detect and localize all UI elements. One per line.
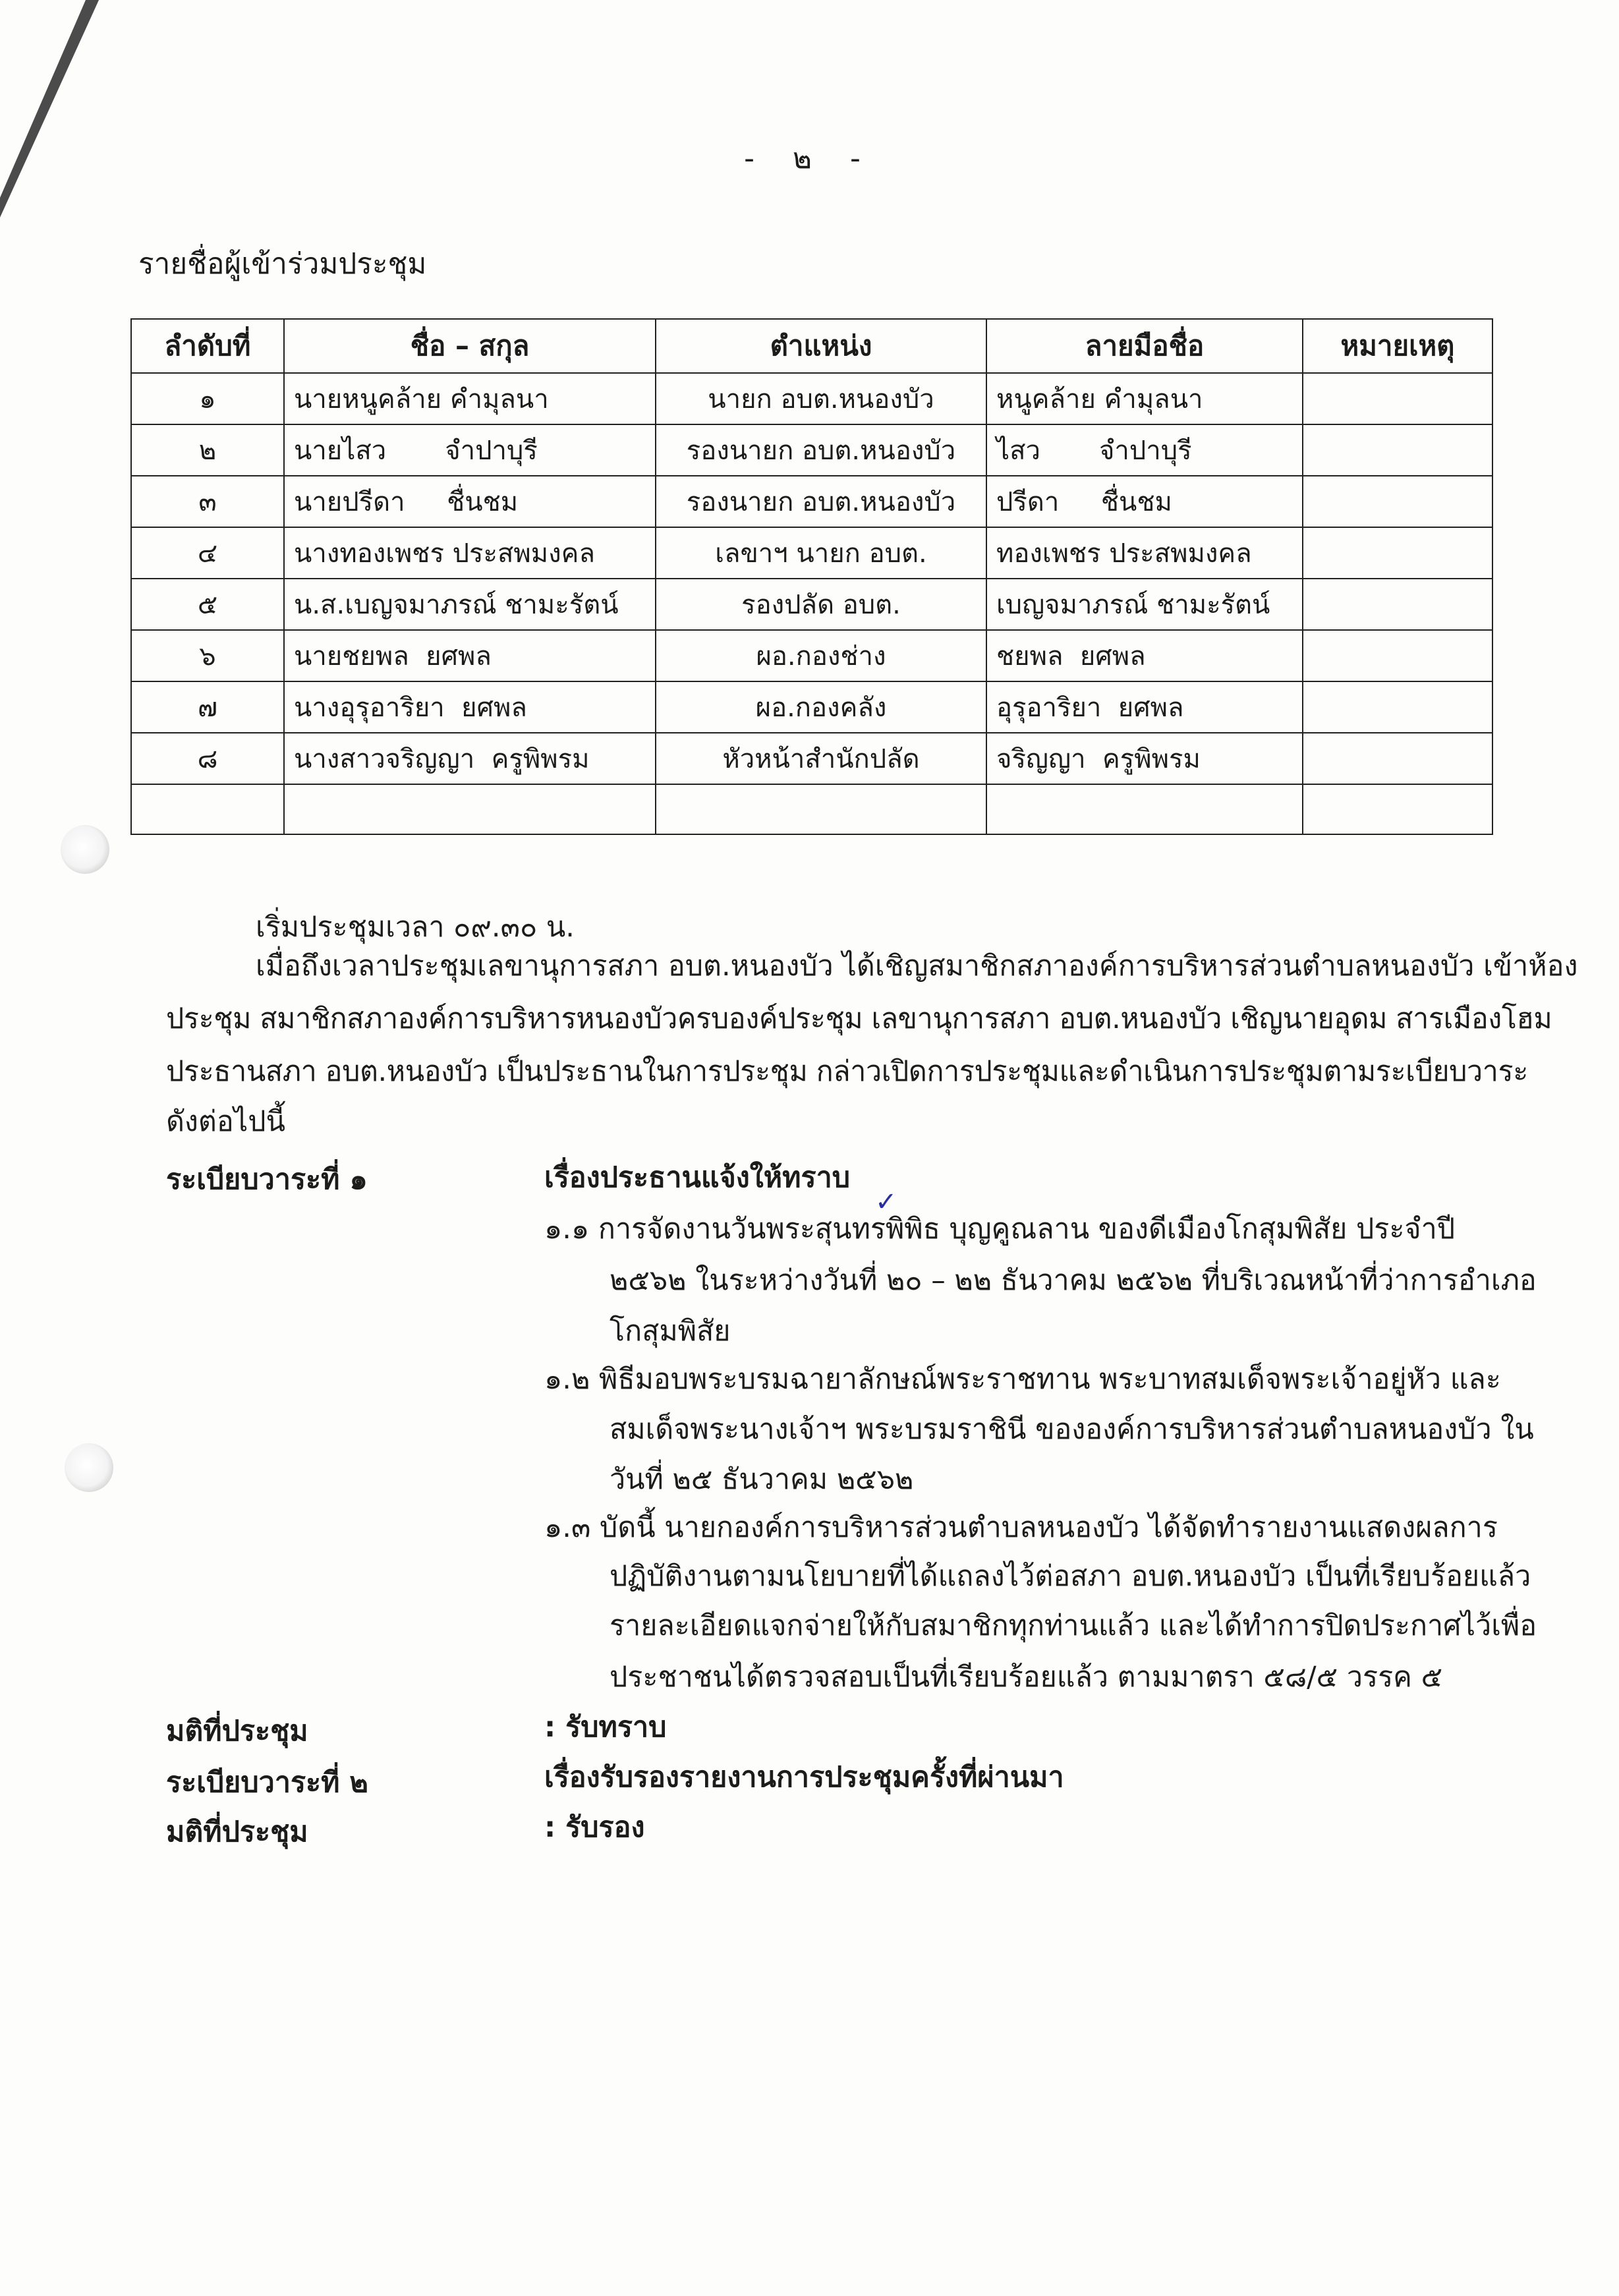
cell-name: นางทองเพชร ประสพมงคล (284, 527, 656, 579)
cell-name: น.ส.เบญจมาภรณ์ ชามะรัตน์ (284, 579, 656, 630)
check-mark-icon: ✓ (875, 1187, 897, 1217)
cell-no: ๘ (131, 733, 284, 784)
cell-no: ๓ (131, 476, 284, 527)
cell-note (1303, 476, 1492, 527)
attendees-table (130, 318, 1493, 835)
start-time: เริ่มประชุมเวลา ๐๙.๓๐ น. (256, 911, 575, 944)
cell-signature (986, 784, 1303, 834)
cell-note (1303, 630, 1492, 681)
cell-name: นายไสว จำปาบุรี (284, 424, 656, 476)
agenda-1-item-3-line-1: ๑.๓ บัดนี้ นายกองค์การบริหารส่วนตำบลหนองบัว ได้จัดทำรายงานแสดงผลการ (544, 1511, 1498, 1544)
cell-no: ๕ (131, 579, 284, 630)
cell-name: นายปรีดา ชื่นชม (284, 476, 656, 527)
resolution-1-value: : รับทราบ (544, 1711, 667, 1744)
agenda-1-item-2-line-3: วันที่ ๒๕ ธันวาคม ๒๕๖๒ (610, 1463, 914, 1496)
table-row (131, 527, 1492, 579)
agenda-1-item-2-line-2: สมเด็จพระนางเจ้าฯ พระบรมราชินี ขององค์การบริหารส่วนตำบลหนองบัว ใน (610, 1413, 1534, 1446)
agenda-1-item-1-line-2: ๒๕๖๒ ในระหว่างวันที่ ๒๐ – ๒๒ ธันวาคม ๒๕๖๒ ที่บริเวณหน้าที่ว่าการอำเภอ (610, 1264, 1537, 1297)
opening-line-4: ดังต่อไปนี้ (166, 1105, 285, 1138)
cell-note (1303, 681, 1492, 733)
page-number: - ๒ - (744, 142, 875, 175)
table-row (131, 476, 1492, 527)
agenda-1-label: ระเบียบวาระที่ ๑ (166, 1163, 368, 1196)
agenda-1-item-3-line-2: ปฏิบัติงานตามนโยบายที่ได้แถลงไว้ต่อสภา อบต.หนองบัว เป็นที่เรียบร้อยแล้ว (610, 1560, 1531, 1593)
cell-no: ๔ (131, 527, 284, 579)
cell-signature: ไสว จำปาบุรี (986, 424, 1303, 476)
agenda-1-item-3-line-4: ประชาชนได้ตรวจสอบเป็นที่เรียบร้อยแล้ว ตามมาตรา ๕๘/๕ วรรค ๕ (610, 1661, 1443, 1694)
cell-no: ๑ (131, 373, 284, 424)
agenda-1-item-1-line-3: โกสุมพิสัย (610, 1315, 731, 1348)
resolution-1-label: มติที่ประชุม (166, 1715, 308, 1748)
cell-signature: ทองเพชร ประสพมงคล (986, 527, 1303, 579)
table-row (131, 579, 1492, 630)
cell-position: ผอ.กองช่าง (656, 630, 986, 681)
cell-no: ๖ (131, 630, 284, 681)
opening-line-1: เมื่อถึงเวลาประชุมเลขานุการสภา อบต.หนองบัว ได้เชิญสมาชิกสภาองค์การบริหารส่วนตำบลหนองบัว เข้าห้อง (256, 950, 1578, 983)
cell-name: นายชยพล ยศพล (284, 630, 656, 681)
agenda-1-item-3-line-3: รายละเอียดแจกจ่ายให้กับสมาชิกทุกท่านแล้ว และได้ทำการปิดประกาศไว้เพื่อ (610, 1609, 1537, 1642)
cell-no: ๗ (131, 681, 284, 733)
cell-name: นายหนูคล้าย คำมุลนา (284, 373, 656, 424)
cell-position (656, 784, 986, 834)
cell-position: รองนายก อบต.หนองบัว (656, 476, 986, 527)
opening-line-2: ประชุม สมาชิกสภาองค์การบริหารหนองบัวครบองค์ประชุม เลขานุการสภา อบต.หนองบัว เชิญนายอุดม สารเมืองโฮม (166, 1002, 1552, 1035)
table-header-row (131, 319, 1492, 373)
agenda-1-item-2-line-1: ๑.๒ พิธีมอบพระบรมฉายาลักษณ์พระราชทาน พระบาทสมเด็จพระเจ้าอยู่หัว และ (544, 1363, 1501, 1396)
cell-note (1303, 424, 1492, 476)
cell-note (1303, 579, 1492, 630)
table-row (131, 373, 1492, 424)
agenda-1-item-1-line-1: ๑.๑ การจัดงานวันพระสุนทรพิพิธ บุญคูณลาน ของดีเมืองโกสุมพิสัย ประจำปี (544, 1213, 1456, 1246)
table-row (131, 733, 1492, 784)
cell-signature: ชยพล ยศพล (986, 630, 1303, 681)
cell-note (1303, 527, 1492, 579)
agenda-1-title: เรื่องประธานแจ้งให้ทราบ (544, 1161, 851, 1194)
cell-no: ๒ (131, 424, 284, 476)
header-note: หมายเหตุ (1303, 319, 1492, 373)
cell-signature: อุรุอาริยา ยศพล (986, 681, 1303, 733)
agenda-2-label: ระเบียบวาระที่ ๒ (166, 1766, 368, 1799)
table-row (131, 630, 1492, 681)
cell-name (284, 784, 656, 834)
cell-position: เลขาฯ นายก อบต. (656, 527, 986, 579)
header-signature: ลายมือชื่อ (986, 319, 1303, 373)
cell-position: ผอ.กองคลัง (656, 681, 986, 733)
cell-position: รองปลัด อบต. (656, 579, 986, 630)
opening-line-3: ประธานสภา อบต.หนองบัว เป็นประธานในการประชุม กล่าวเปิดการประชุมและดำเนินการประชุมตามระเบียบวาระ (166, 1055, 1528, 1088)
punch-hole-top (61, 825, 109, 874)
resolution-2-value: : รับรอง (544, 1811, 645, 1844)
header-position: ตำแหน่ง (656, 319, 986, 373)
cell-note (1303, 733, 1492, 784)
table-row (131, 681, 1492, 733)
resolution-2-label: มติที่ประชุม (166, 1816, 308, 1849)
punch-hole-bottom (65, 1443, 113, 1492)
cell-no (131, 784, 284, 834)
cell-signature: หนูคล้าย คำมุลนา (986, 373, 1303, 424)
cell-signature: ปรีดา ชื่นชม (986, 476, 1303, 527)
cell-signature: จริญญา ครูพิพรม (986, 733, 1303, 784)
table-row-empty (131, 784, 1492, 834)
cell-position: นายก อบต.หนองบัว (656, 373, 986, 424)
agenda-2-title: เรื่องรับรองรายงานการประชุมครั้งที่ผ่านมา (544, 1761, 1064, 1794)
cell-position: หัวหน้าสำนักปลัด (656, 733, 986, 784)
cell-name: นางอุรุอาริยา ยศพล (284, 681, 656, 733)
cell-note (1303, 373, 1492, 424)
cell-name: นางสาวจริญญา ครูพิพรม (284, 733, 656, 784)
cell-position: รองนายก อบต.หนองบัว (656, 424, 986, 476)
table-row (131, 424, 1492, 476)
attendees-title: รายชื่อผู้เข้าร่วมประชุม (138, 247, 427, 281)
header-name: ชื่อ – สกุล (284, 319, 656, 373)
header-no: ลำดับที่ (131, 319, 284, 373)
cell-note (1303, 784, 1492, 834)
cell-signature: เบญจมาภรณ์ ชามะรัตน์ (986, 579, 1303, 630)
